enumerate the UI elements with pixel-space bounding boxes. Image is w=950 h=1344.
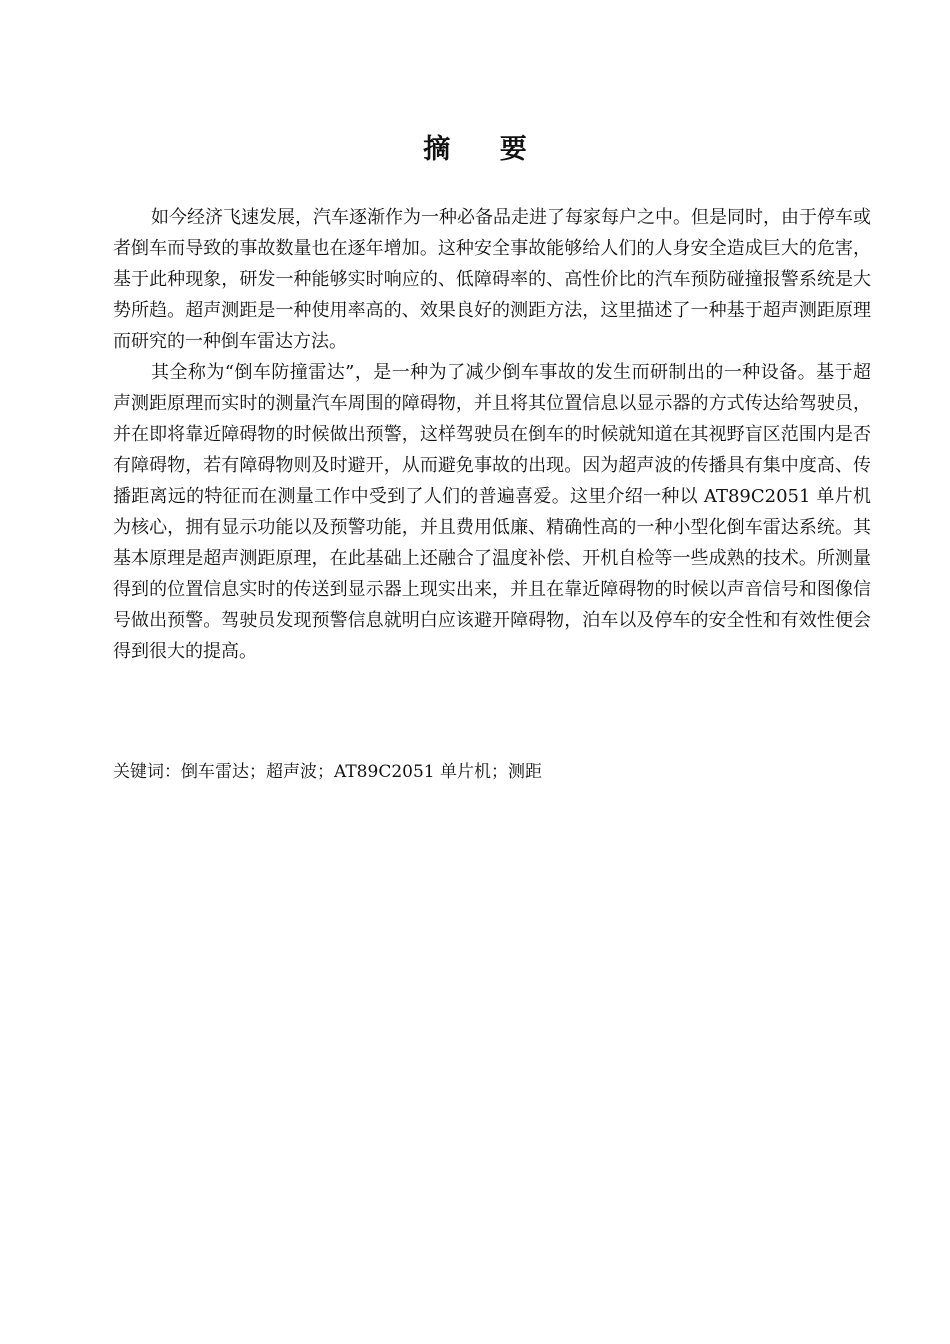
keywords-line: 关键词：倒车雷达；超声波；AT89C2051 单片机；测距	[113, 762, 542, 782]
abstract-title: 摘 要	[423, 134, 547, 165]
abstract-body	[113, 202, 871, 667]
abstract-paragraph-1: 如今经济飞速发展，汽车逐渐作为一种必备品走进了每家每户之中。但是同时，由于停车或者倒车而导致的事故数量也在逐年增加。这种安全事故能够给人们的人身安全造成巨大的危害，基于此种现象，研发一种能够实时响应的、低障碍率的、高性价比的汽车预防碰撞报警系统是大势所趋。超声测距是一种使用率高的、效果良好的测距方法，这里描述了一种基于超声测距原理而研究的一种倒车雷达方法。	[113, 207, 871, 352]
abstract-paragraph-2: 其全称为“倒车防撞雷达”，是一种为了减少倒车事故的发生而研制出的一种设备。基于超声测距原理而实时的测量汽车周围的障碍物，并且将其位置信息以显示器的方式传达给驾驶员，并在即将靠近障碍物的时候做出预警，这样驾驶员在倒车的时候就知道在其视野盲区范围内是否有障碍物，若有障碍物则及时避开，从而避免事故的出现。因为超声波的传播具有集中度高、传播距离远的特征而在测量工作中受到了人们的普遍喜爱。这里介绍一种以 AT89C2051 单片机为核心，拥有显示功能以及预警功能，并且费用低廉、精确性高的一种小型化倒车雷达系统。其基本原理是超声测距原理，在此基础上还融合了温度补偿、开机自检等一些成熟的技术。所测量得到的位置信息实时的传送到显示器上现实出来，并且在靠近障碍物的时候以声音信号和图像信号做出预警。驾驶员发现预警信息就明白应该避开障碍物，泊车以及停车的安全性和有效性便会得到很大的提高。	[113, 362, 871, 662]
